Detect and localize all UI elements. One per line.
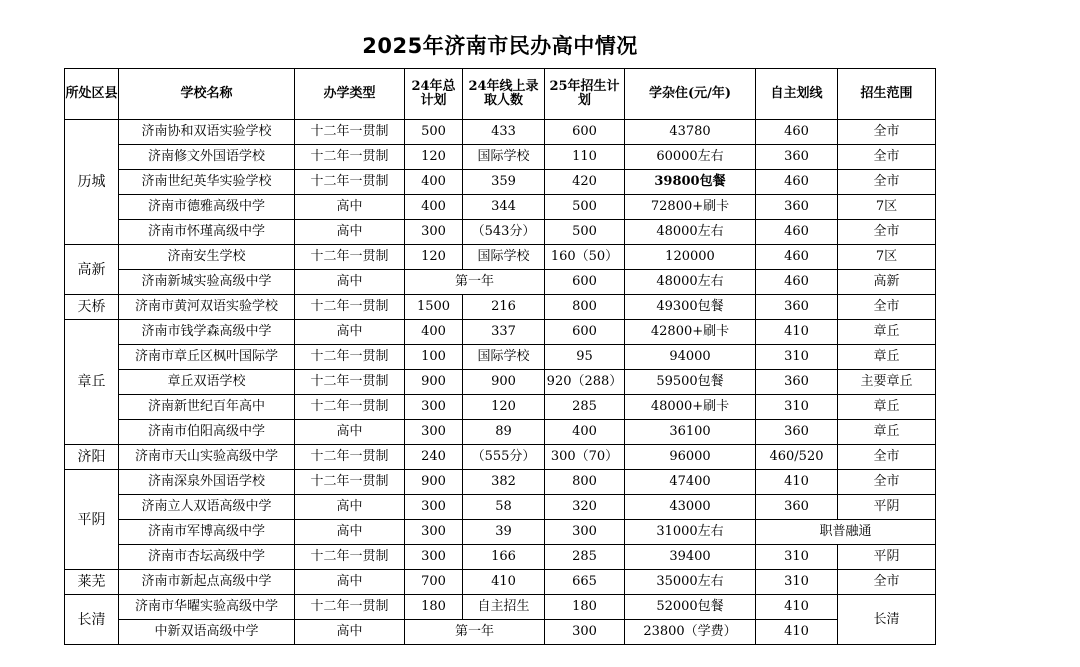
admit24: （555分）: [463, 445, 545, 470]
fee: 39800包餐: [625, 170, 756, 195]
school-name: 济南市军博高级中学: [119, 520, 295, 545]
school-name: 济南新城实验高级中学: [119, 270, 295, 295]
fee: 48000+刷卡: [625, 395, 756, 420]
school-type: 十二年一贯制: [295, 345, 405, 370]
table-row: [65, 145, 936, 170]
line: 410: [756, 470, 838, 495]
admit24: 216: [463, 295, 545, 320]
fee: 39400: [625, 545, 756, 570]
table-row: [65, 395, 936, 420]
table-row: [65, 470, 936, 495]
admit24: 382: [463, 470, 545, 495]
plan24: 400: [405, 170, 463, 195]
line: 310: [756, 345, 838, 370]
school-name: 济南立人双语高级中学: [119, 495, 295, 520]
range: 全市: [838, 220, 936, 245]
district-cell: 章丘: [65, 320, 119, 445]
school-name: 济南市华曜实验高级中学: [119, 595, 295, 620]
admit24: （543分）: [463, 220, 545, 245]
admit24: 89: [463, 420, 545, 445]
plan25: 500: [545, 220, 625, 245]
plan24: 500: [405, 120, 463, 145]
fee: 120000: [625, 245, 756, 270]
fee: 48000左右: [625, 220, 756, 245]
plan25: 110: [545, 145, 625, 170]
district-cell: 天桥: [65, 295, 119, 320]
line: 360: [756, 370, 838, 395]
district-cell: 高新: [65, 245, 119, 295]
plan24: 300: [405, 545, 463, 570]
plan25: 300: [545, 620, 625, 645]
range: 全市: [838, 170, 936, 195]
plan25: 665: [545, 570, 625, 595]
fee: 47400: [625, 470, 756, 495]
fee: 42800+刷卡: [625, 320, 756, 345]
range: 7区: [838, 245, 936, 270]
school-name: 济南协和双语实验学校: [119, 120, 295, 145]
table-row: [65, 345, 936, 370]
fee: 43000: [625, 495, 756, 520]
range: 章丘: [838, 395, 936, 420]
plan25: 400: [545, 420, 625, 445]
district-cell: 平阴: [65, 470, 119, 570]
table-row: [65, 420, 936, 445]
school-name: 济南市天山实验高级中学: [119, 445, 295, 470]
table-row: [65, 545, 936, 570]
line: 460: [756, 245, 838, 270]
line: 410: [756, 620, 838, 645]
school-type: 十二年一贯制: [295, 170, 405, 195]
range: 7区: [838, 195, 936, 220]
fee: 23800（学费）: [625, 620, 756, 645]
plan25: 300: [545, 520, 625, 545]
range: 全市: [838, 445, 936, 470]
district-cell: 历城: [65, 120, 119, 245]
plan24-merged: 第一年: [405, 620, 545, 645]
fee: 52000包餐: [625, 595, 756, 620]
table-row: [65, 495, 936, 520]
school-name: 济南市章丘区枫叶国际学: [119, 345, 295, 370]
plan25: 180: [545, 595, 625, 620]
school-name: 中新双语高级中学: [119, 620, 295, 645]
fee: 96000: [625, 445, 756, 470]
school-type: 十二年一贯制: [295, 595, 405, 620]
school-name: 济南安生学校: [119, 245, 295, 270]
admit24: 359: [463, 170, 545, 195]
header-range: 招生范围: [838, 69, 936, 120]
school-name: 济南深泉外国语学校: [119, 470, 295, 495]
plan25: 300（70）: [545, 445, 625, 470]
district-cell: 莱芜: [65, 570, 119, 595]
plan24: 120: [405, 245, 463, 270]
table-row: [65, 270, 936, 295]
admit24: 39: [463, 520, 545, 545]
line: 460: [756, 270, 838, 295]
school-type: 十二年一贯制: [295, 295, 405, 320]
fee: 72800+刷卡: [625, 195, 756, 220]
table-row: [65, 170, 936, 195]
school-name: 济南新世纪百年高中: [119, 395, 295, 420]
table-row: [65, 120, 936, 145]
admit24: 433: [463, 120, 545, 145]
line: 310: [756, 395, 838, 420]
admit24: 166: [463, 545, 545, 570]
admit24: 58: [463, 495, 545, 520]
school-type: 高中: [295, 570, 405, 595]
fee: 94000: [625, 345, 756, 370]
table-row: [65, 445, 936, 470]
line: 460/520: [756, 445, 838, 470]
table-row: [65, 570, 936, 595]
plan25: 320: [545, 495, 625, 520]
fee: 36100: [625, 420, 756, 445]
range: 高新: [838, 270, 936, 295]
district-cell: 长清: [65, 595, 119, 645]
plan24: 300: [405, 520, 463, 545]
range: 章丘: [838, 320, 936, 345]
school-type: 十二年一贯制: [295, 470, 405, 495]
header-plan25: 25年招生计划: [545, 69, 625, 120]
fee: 49300包餐: [625, 295, 756, 320]
line: 360: [756, 420, 838, 445]
plan24: 900: [405, 370, 463, 395]
plan24-merged: 第一年: [405, 270, 545, 295]
line: 460: [756, 170, 838, 195]
plan24: 400: [405, 320, 463, 345]
table-row: [65, 620, 936, 645]
school-name: 济南市杏坛高级中学: [119, 545, 295, 570]
fee: 59500包餐: [625, 370, 756, 395]
line: 410: [756, 595, 838, 620]
fee: 31000左右: [625, 520, 756, 545]
plan24: 1500: [405, 295, 463, 320]
school-name: 章丘双语学校: [119, 370, 295, 395]
school-name: 济南世纪英华实验学校: [119, 170, 295, 195]
header-row: [65, 69, 936, 120]
plan25: 285: [545, 545, 625, 570]
table-row: [65, 220, 936, 245]
school-type: 高中: [295, 420, 405, 445]
range: 平阴: [838, 495, 936, 520]
plan25: 920（288）: [545, 370, 625, 395]
school-type: 高中: [295, 270, 405, 295]
plan24: 100: [405, 345, 463, 370]
school-name: 济南修文外国语学校: [119, 145, 295, 170]
plan25: 600: [545, 320, 625, 345]
plan24: 180: [405, 595, 463, 620]
school-type: 高中: [295, 320, 405, 345]
school-type: 十二年一贯制: [295, 145, 405, 170]
plan25: 160（50）: [545, 245, 625, 270]
fee: 48000左右: [625, 270, 756, 295]
plan25: 800: [545, 295, 625, 320]
line: 360: [756, 195, 838, 220]
range: 章丘: [838, 345, 936, 370]
header-line: 自主划线: [756, 69, 838, 120]
admit24: 344: [463, 195, 545, 220]
school-name: 济南市新起点高级中学: [119, 570, 295, 595]
line: 410: [756, 320, 838, 345]
line: 310: [756, 570, 838, 595]
range: 章丘: [838, 420, 936, 445]
range: 长清: [838, 595, 936, 645]
header-plan24: 24年总计划: [405, 69, 463, 120]
school-name: 济南市钱学森高级中学: [119, 320, 295, 345]
school-type: 十二年一贯制: [295, 395, 405, 420]
plan24: 300: [405, 495, 463, 520]
range: 主要章丘: [838, 370, 936, 395]
school-type: 十二年一贯制: [295, 545, 405, 570]
table-row: [65, 370, 936, 395]
admit24: 337: [463, 320, 545, 345]
school-type: 高中: [295, 495, 405, 520]
header-school: 学校名称: [119, 69, 295, 120]
plan25: 500: [545, 195, 625, 220]
plan25: 800: [545, 470, 625, 495]
school-name: 济南市德雅高级中学: [119, 195, 295, 220]
school-name: 济南市怀瑾高级中学: [119, 220, 295, 245]
school-name: 济南市伯阳高级中学: [119, 420, 295, 445]
line: 360: [756, 145, 838, 170]
range: 全市: [838, 145, 936, 170]
line: 310: [756, 545, 838, 570]
admit24: 自主招生: [463, 595, 545, 620]
admit24: 410: [463, 570, 545, 595]
table-row: [65, 195, 936, 220]
table-row: [65, 520, 936, 545]
plan24: 400: [405, 195, 463, 220]
range: 平阴: [838, 545, 936, 570]
fee: 43780: [625, 120, 756, 145]
school-type: 高中: [295, 195, 405, 220]
header-district: 所处区县: [65, 69, 119, 120]
table-row: [65, 295, 936, 320]
line: 360: [756, 495, 838, 520]
plan24: 240: [405, 445, 463, 470]
plan24: 300: [405, 420, 463, 445]
line-range-merged: 职普融通: [756, 520, 936, 545]
school-type: 高中: [295, 520, 405, 545]
table-row: [65, 595, 936, 620]
plan24: 700: [405, 570, 463, 595]
school-type: 十二年一贯制: [295, 245, 405, 270]
admit24: 国际学校: [463, 145, 545, 170]
school-type: 高中: [295, 620, 405, 645]
plan24: 900: [405, 470, 463, 495]
table-row: [65, 245, 936, 270]
schools-table: [64, 68, 936, 645]
header-type: 办学类型: [295, 69, 405, 120]
plan25: 600: [545, 120, 625, 145]
table-row: [65, 320, 936, 345]
fee: 60000左右: [625, 145, 756, 170]
school-type: 高中: [295, 220, 405, 245]
district-cell: 济阳: [65, 445, 119, 470]
fee: 35000左右: [625, 570, 756, 595]
header-fee: 学杂住(元/年): [625, 69, 756, 120]
plan24: 120: [405, 145, 463, 170]
range: 全市: [838, 470, 936, 495]
plan24: 300: [405, 395, 463, 420]
line: 460: [756, 120, 838, 145]
admit24: 120: [463, 395, 545, 420]
plan24: 300: [405, 220, 463, 245]
admit24: 900: [463, 370, 545, 395]
admit24: 国际学校: [463, 245, 545, 270]
line: 460: [756, 220, 838, 245]
range: 全市: [838, 570, 936, 595]
range: 全市: [838, 120, 936, 145]
range: 全市: [838, 295, 936, 320]
school-type: 十二年一贯制: [295, 445, 405, 470]
plan25: 285: [545, 395, 625, 420]
plan25: 600: [545, 270, 625, 295]
admit24: 国际学校: [463, 345, 545, 370]
school-type: 十二年一贯制: [295, 370, 405, 395]
plan25: 420: [545, 170, 625, 195]
school-name: 济南市黄河双语实验学校: [119, 295, 295, 320]
school-type: 十二年一贯制: [295, 120, 405, 145]
page-title: 2025年济南市民办高中情况: [362, 34, 638, 58]
line: 360: [756, 295, 838, 320]
header-admit24: 24年线上录取人数: [463, 69, 545, 120]
plan25: 95: [545, 345, 625, 370]
